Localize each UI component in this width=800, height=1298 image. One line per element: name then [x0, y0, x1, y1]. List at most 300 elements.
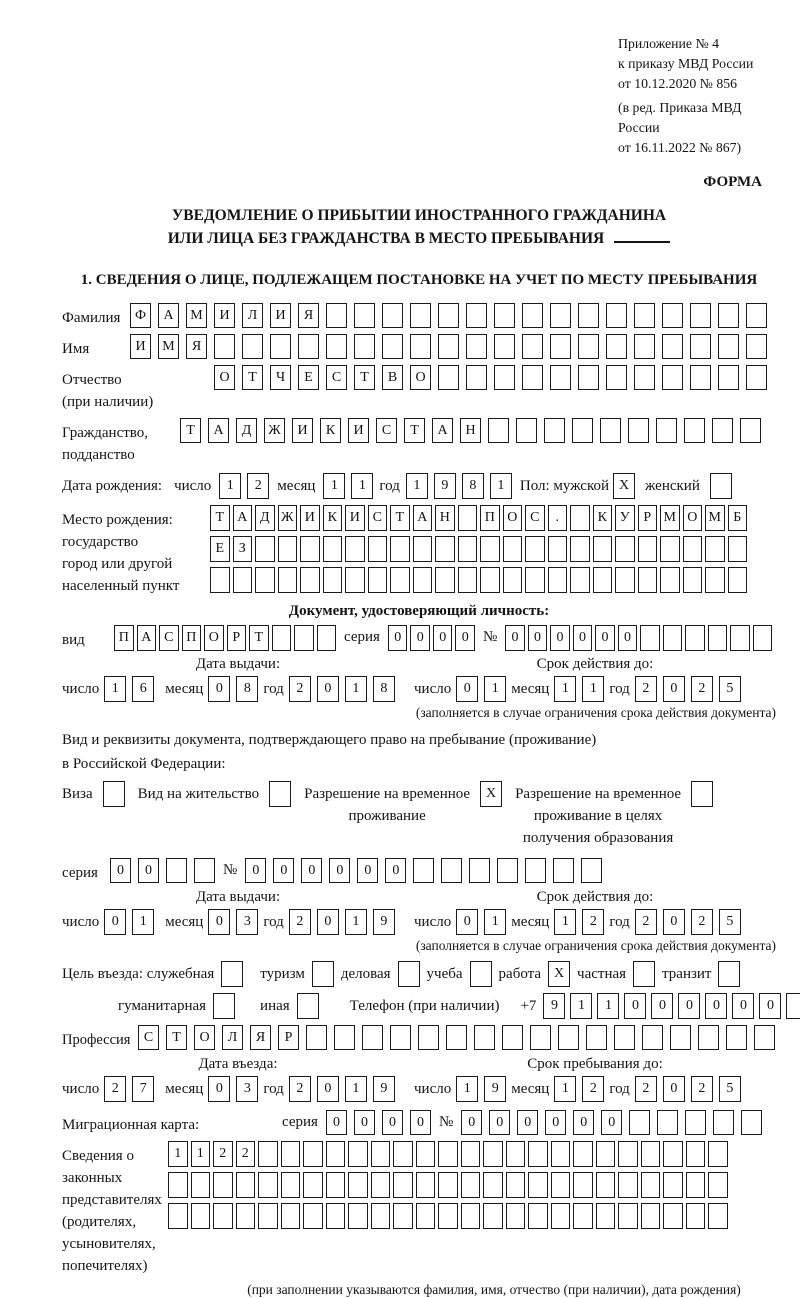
char-cell — [741, 1110, 762, 1135]
char-cell — [685, 1110, 706, 1135]
char-cell — [371, 1172, 391, 1198]
char-cell: А — [233, 505, 253, 531]
char-cell: 0 — [528, 625, 548, 651]
char-cell — [278, 536, 298, 562]
char-cell — [606, 365, 627, 390]
char-cell — [393, 1203, 413, 1229]
char-cell — [488, 418, 509, 443]
gender-label: Пол: мужской — [519, 477, 610, 494]
char-cell: Я — [186, 334, 207, 359]
char-cell: 8 — [373, 676, 395, 702]
char-cell: 0 — [104, 909, 126, 935]
char-cell — [441, 858, 462, 883]
char-cell — [466, 303, 487, 328]
char-cell: М — [158, 334, 179, 359]
char-cell: П — [480, 505, 500, 531]
char-cell: 2 — [247, 473, 269, 499]
char-cell: Б — [728, 505, 748, 531]
char-cell — [281, 1203, 301, 1229]
char-cell — [294, 625, 314, 651]
char-cell — [660, 536, 680, 562]
char-cell: 0 — [354, 1110, 375, 1135]
char-cell — [300, 567, 320, 593]
char-cell — [578, 303, 599, 328]
char-cell: Ч — [270, 365, 291, 390]
char-cell — [551, 1203, 571, 1229]
purpose-label: Цель въезда: служебная — [62, 965, 215, 982]
char-cell — [728, 567, 748, 593]
entry-month-cells — [208, 1076, 258, 1102]
char-cell — [657, 1110, 678, 1135]
gender-female-label: женский — [645, 477, 700, 494]
char-cell — [458, 567, 478, 593]
char-cell: С — [368, 505, 388, 531]
char-cell: Т — [404, 418, 425, 443]
annex-line: к приказу МВД России — [618, 56, 754, 71]
char-cell — [323, 567, 343, 593]
char-cell — [708, 625, 728, 651]
section1-heading: 1. СВЕДЕНИЯ О ЛИЦЕ, ПОДЛЕЖАЩЕМ ПОСТАНОВКЕ НА УЧЕТ ПО МЕСТУ ПРЕБЫВАНИЯ — [80, 272, 758, 288]
char-cell: Т — [180, 418, 201, 443]
char-cell: 9 — [543, 993, 565, 1019]
char-cell — [615, 567, 635, 593]
annex-line: от 10.12.2020 № 856 — [618, 76, 738, 91]
char-cell: 2 — [289, 909, 311, 935]
char-cell — [213, 1203, 233, 1229]
char-cell — [640, 625, 660, 651]
char-cell: 1 — [490, 473, 512, 499]
char-cell: 0 — [678, 993, 700, 1019]
char-cell: 0 — [245, 858, 266, 883]
profession-cells — [138, 1025, 775, 1050]
char-cell — [698, 1025, 719, 1050]
identity-doc-dates: Дата выдачи: число 1 6 месяц 0 8 год 2 0 1 8 Срок действия до: число 0 1 месяц 1 1 год 2 0 2 5 — [62, 656, 776, 702]
char-cell — [718, 303, 739, 328]
char-cell — [103, 781, 125, 807]
char-cell — [466, 334, 487, 359]
char-cell — [551, 1141, 571, 1167]
edition-line: (в ред. Приказа МВД России — [618, 100, 742, 135]
char-cell: О — [410, 365, 431, 390]
char-cell: Я — [250, 1025, 271, 1050]
char-cell — [461, 1141, 481, 1167]
edition-block — [618, 98, 776, 158]
char-cell: 0 — [601, 1110, 622, 1135]
char-cell — [483, 1141, 503, 1167]
option-visa: Виза — [62, 781, 125, 807]
char-cell — [393, 1172, 413, 1198]
char-cell: 0 — [410, 1110, 431, 1135]
issue-year-cells — [289, 676, 395, 702]
identity-doc-row — [62, 625, 776, 651]
char-cell — [578, 334, 599, 359]
citizenship-row — [62, 418, 776, 466]
char-cell — [638, 536, 658, 562]
char-cell — [438, 1141, 458, 1167]
char-cell: Я — [298, 303, 319, 328]
char-cell: О — [683, 505, 703, 531]
char-cell — [312, 961, 334, 987]
char-cell: 0 — [595, 625, 615, 651]
doc-series-cells — [388, 625, 475, 651]
char-cell — [506, 1172, 526, 1198]
char-cell — [278, 567, 298, 593]
char-cell: 0 — [550, 625, 570, 651]
char-cell: З — [233, 536, 253, 562]
char-cell: Д — [236, 418, 257, 443]
char-cell — [713, 1110, 734, 1135]
residence-issue-day-cells — [104, 909, 154, 935]
stay-day-cells — [456, 1076, 506, 1102]
char-cell — [606, 334, 627, 359]
char-cell — [438, 1203, 458, 1229]
char-cell: 2 — [635, 1076, 657, 1102]
valid-month-cells — [554, 676, 604, 702]
purpose-work-checkbox — [548, 961, 570, 987]
char-cell — [323, 536, 343, 562]
valid-until-heading: Срок действия до: — [536, 656, 654, 672]
representatives-cells-row1 — [168, 1141, 728, 1167]
char-cell: 2 — [691, 676, 713, 702]
char-cell: 0 — [388, 625, 408, 651]
char-cell: 1 — [554, 676, 576, 702]
char-cell — [474, 1025, 495, 1050]
char-cell: 0 — [208, 1076, 230, 1102]
char-cell — [705, 567, 725, 593]
char-cell: Ж — [264, 418, 285, 443]
char-cell: 0 — [573, 625, 593, 651]
residence-doc-intro: Вид и реквизиты документа, подтверждающего право на пребывание (проживание) в Российской Федерации: — [62, 732, 597, 772]
char-cell: X — [613, 473, 635, 499]
char-cell — [354, 303, 375, 328]
char-cell: 3 — [236, 1076, 258, 1102]
profession-label: Профессия — [62, 1032, 131, 1048]
char-cell — [191, 1203, 211, 1229]
char-cell — [570, 536, 590, 562]
surname-cells — [130, 303, 767, 328]
char-cell: 0 — [651, 993, 673, 1019]
representatives-cells-row3 — [168, 1203, 728, 1229]
purpose-commercial-checkbox — [398, 961, 420, 987]
char-cell: 2 — [635, 676, 657, 702]
char-cell: 0 — [357, 858, 378, 883]
char-cell: К — [593, 505, 613, 531]
char-cell — [446, 1025, 467, 1050]
char-cell: 2 — [582, 1076, 604, 1102]
option-temp-residence-education: Разрешение на временное проживание в целях получения образования — [515, 781, 713, 849]
char-cell: Л — [242, 303, 263, 328]
char-cell — [348, 1141, 368, 1167]
char-cell — [483, 1203, 503, 1229]
char-cell — [435, 536, 455, 562]
birth-place-cells-row2 — [210, 536, 747, 562]
char-cell — [746, 334, 767, 359]
identity-doc-note: (заполняется в случае ограничения срока действия документа) — [415, 705, 776, 720]
char-cell: 1 — [323, 473, 345, 499]
migration-card-label: Миграционная карта: — [62, 1117, 200, 1133]
char-cell — [573, 1203, 593, 1229]
char-cell — [600, 418, 621, 443]
entry-date-heading: Дата въезда: — [198, 1056, 278, 1072]
representatives-row — [62, 1141, 776, 1277]
char-cell — [458, 536, 478, 562]
gender-male-checkbox — [613, 473, 635, 499]
char-cell: Т — [210, 505, 230, 531]
purpose-study-checkbox — [470, 961, 492, 987]
char-cell: 0 — [456, 909, 478, 935]
char-cell: 1 — [191, 1141, 211, 1167]
residence-doc-note: (заполняется в случае ограничения срока действия документа) — [415, 938, 776, 953]
char-cell: 8 — [236, 676, 258, 702]
char-cell: 0 — [301, 858, 322, 883]
char-cell — [298, 334, 319, 359]
title-line1: УВЕДОМЛЕНИЕ О ПРИБЫТИИ ИНОСТРАННОГО ГРАЖДАНИНА — [171, 207, 667, 224]
char-cell — [786, 993, 800, 1019]
char-cell — [690, 303, 711, 328]
char-cell — [368, 567, 388, 593]
char-cell: Т — [249, 625, 269, 651]
char-cell: 0 — [329, 858, 350, 883]
migration-number-label: № — [438, 1114, 454, 1130]
char-cell — [233, 567, 253, 593]
char-cell: С — [376, 418, 397, 443]
char-cell: 9 — [373, 909, 395, 935]
char-cell: Е — [298, 365, 319, 390]
char-cell: Н — [460, 418, 481, 443]
birth-date-label: Дата рождения: — [62, 477, 163, 494]
char-cell — [242, 334, 263, 359]
annex-block — [618, 34, 776, 158]
char-cell — [371, 1141, 391, 1167]
char-cell — [628, 418, 649, 443]
char-cell: Ж — [278, 505, 298, 531]
phone-label: Телефон (при наличии) — [349, 997, 500, 1014]
char-cell: 0 — [208, 676, 230, 702]
char-cell — [708, 1172, 728, 1198]
char-cell — [712, 418, 733, 443]
char-cell: 0 — [273, 858, 294, 883]
char-cell — [390, 1025, 411, 1050]
title-blank-underline — [614, 241, 670, 243]
char-cell: 2 — [289, 1076, 311, 1102]
entry-year-cells — [289, 1076, 395, 1102]
purpose-private-checkbox — [633, 961, 655, 987]
purpose-tourism-checkbox — [312, 961, 334, 987]
char-cell: 0 — [326, 1110, 347, 1135]
char-cell — [297, 993, 319, 1019]
char-cell — [726, 1025, 747, 1050]
char-cell: 5 — [719, 1076, 741, 1102]
char-cell — [480, 567, 500, 593]
stay-year-cells — [635, 1076, 741, 1102]
char-cell: 1 — [554, 909, 576, 935]
char-cell — [581, 858, 602, 883]
char-cell — [236, 1172, 256, 1198]
char-cell — [596, 1203, 616, 1229]
char-cell: Т — [242, 365, 263, 390]
char-cell — [480, 536, 500, 562]
char-cell — [326, 303, 347, 328]
char-cell: А — [208, 418, 229, 443]
char-cell — [362, 1025, 383, 1050]
char-cell: 0 — [461, 1110, 482, 1135]
residence-issue-year-cells — [289, 909, 395, 935]
char-cell — [435, 567, 455, 593]
residence-valid-month-cells — [554, 909, 604, 935]
char-cell — [413, 858, 434, 883]
char-cell: 6 — [132, 676, 154, 702]
char-cell — [634, 334, 655, 359]
purpose-other-checkbox — [297, 993, 319, 1019]
char-cell — [494, 365, 515, 390]
char-cell: Д — [255, 505, 275, 531]
char-cell: А — [432, 418, 453, 443]
char-cell: 1 — [597, 993, 619, 1019]
char-cell — [168, 1172, 188, 1198]
char-cell — [466, 365, 487, 390]
char-cell — [663, 1141, 683, 1167]
representatives-label: Сведения о законных представителях (родителях, усыновителях, попечителях) — [62, 1148, 162, 1274]
char-cell — [596, 1141, 616, 1167]
char-cell: 1 — [484, 909, 506, 935]
char-cell: П — [114, 625, 134, 651]
char-cell — [530, 1025, 551, 1050]
char-cell — [642, 1025, 663, 1050]
char-cell — [438, 334, 459, 359]
char-cell: 2 — [213, 1141, 233, 1167]
char-cell: А — [413, 505, 433, 531]
char-cell — [166, 858, 187, 883]
char-cell — [258, 1141, 278, 1167]
char-cell: Т — [390, 505, 410, 531]
char-cell — [754, 1025, 775, 1050]
char-cell: 0 — [410, 625, 430, 651]
char-cell — [272, 625, 292, 651]
birth-place-cells-row1 — [210, 505, 747, 531]
char-cell — [371, 1203, 391, 1229]
edition-line: от 16.11.2022 № 867) — [618, 140, 742, 155]
char-cell — [413, 567, 433, 593]
char-cell: 0 — [317, 909, 339, 935]
residence-valid-day-cells — [456, 909, 506, 935]
char-cell — [326, 1172, 346, 1198]
char-cell — [214, 334, 235, 359]
char-cell: 0 — [317, 1076, 339, 1102]
char-cell: 8 — [462, 473, 484, 499]
char-cell — [497, 858, 518, 883]
char-cell: И — [300, 505, 320, 531]
char-cell — [746, 303, 767, 328]
char-cell: 1 — [168, 1141, 188, 1167]
char-cell: 0 — [456, 676, 478, 702]
char-cell: П — [182, 625, 202, 651]
char-cell — [270, 334, 291, 359]
char-cell — [684, 418, 705, 443]
char-cell: Л — [222, 1025, 243, 1050]
char-cell: 0 — [382, 1110, 403, 1135]
char-cell: . — [548, 505, 568, 531]
char-cell — [663, 625, 683, 651]
char-cell — [258, 1172, 278, 1198]
option-temp-residence: Разрешение на временное проживание X — [304, 781, 502, 827]
citizenship-label: Гражданство, подданство — [62, 425, 149, 463]
char-cell — [685, 625, 705, 651]
char-cell — [326, 1141, 346, 1167]
char-cell: 0 — [573, 1110, 594, 1135]
char-cell — [525, 536, 545, 562]
char-cell — [718, 365, 739, 390]
char-cell: 0 — [663, 1076, 685, 1102]
char-cell — [306, 1025, 327, 1050]
char-cell — [168, 1203, 188, 1229]
char-cell — [506, 1141, 526, 1167]
char-cell: К — [320, 418, 341, 443]
char-cell — [553, 858, 574, 883]
char-cell — [641, 1203, 661, 1229]
patronymic-label: Отчество (при наличии) — [62, 372, 154, 410]
char-cell: К — [323, 505, 343, 531]
char-cell — [461, 1203, 481, 1229]
char-cell: В — [382, 365, 403, 390]
char-cell — [633, 961, 655, 987]
char-cell — [345, 536, 365, 562]
migration-series-label: серия — [282, 1114, 318, 1130]
char-cell — [629, 1110, 650, 1135]
char-cell: 0 — [759, 993, 781, 1019]
char-cell: 1 — [351, 473, 373, 499]
char-cell — [686, 1203, 706, 1229]
char-cell — [269, 781, 291, 807]
char-cell — [516, 418, 537, 443]
char-cell: 1 — [132, 909, 154, 935]
char-cell — [210, 567, 230, 593]
char-cell: И — [130, 334, 151, 359]
char-cell: О — [204, 625, 224, 651]
char-cell — [618, 1172, 638, 1198]
char-cell — [194, 858, 215, 883]
char-cell — [281, 1172, 301, 1198]
char-cell: 1 — [104, 676, 126, 702]
valid-year-cells — [635, 676, 741, 702]
char-cell: 1 — [456, 1076, 478, 1102]
char-cell — [718, 961, 740, 987]
char-cell: 7 — [132, 1076, 154, 1102]
char-cell — [303, 1203, 323, 1229]
char-cell — [413, 536, 433, 562]
residence-options-row — [62, 781, 776, 849]
char-cell — [348, 1203, 368, 1229]
char-cell — [438, 1172, 458, 1198]
char-cell: 0 — [110, 858, 131, 883]
title-line2: ИЛИ ЛИЦА БЕЗ ГРАЖДАНСТВА В МЕСТО ПРЕБЫВАНИЯ — [62, 227, 776, 250]
char-cell — [390, 567, 410, 593]
option-residence-permit: Вид на жительство — [138, 781, 291, 807]
char-cell — [690, 365, 711, 390]
residence-valid-heading: Срок действия до: — [536, 889, 654, 905]
char-cell: 2 — [289, 676, 311, 702]
entry-stay-dates: Дата въезда: число 2 7 месяц 0 3 год 2 0 1 9 Срок пребывания до: число 1 9 месяц 1 2 год 2 0 2 5 — [62, 1056, 776, 1102]
char-cell: 3 — [236, 909, 258, 935]
stay-month-cells — [554, 1076, 604, 1102]
char-cell — [740, 418, 761, 443]
char-cell — [548, 536, 568, 562]
char-cell — [662, 334, 683, 359]
char-cell: Т — [166, 1025, 187, 1050]
surname-label: Фамилия — [62, 310, 121, 326]
char-cell — [469, 858, 490, 883]
char-cell: 9 — [434, 473, 456, 499]
char-cell — [326, 1203, 346, 1229]
